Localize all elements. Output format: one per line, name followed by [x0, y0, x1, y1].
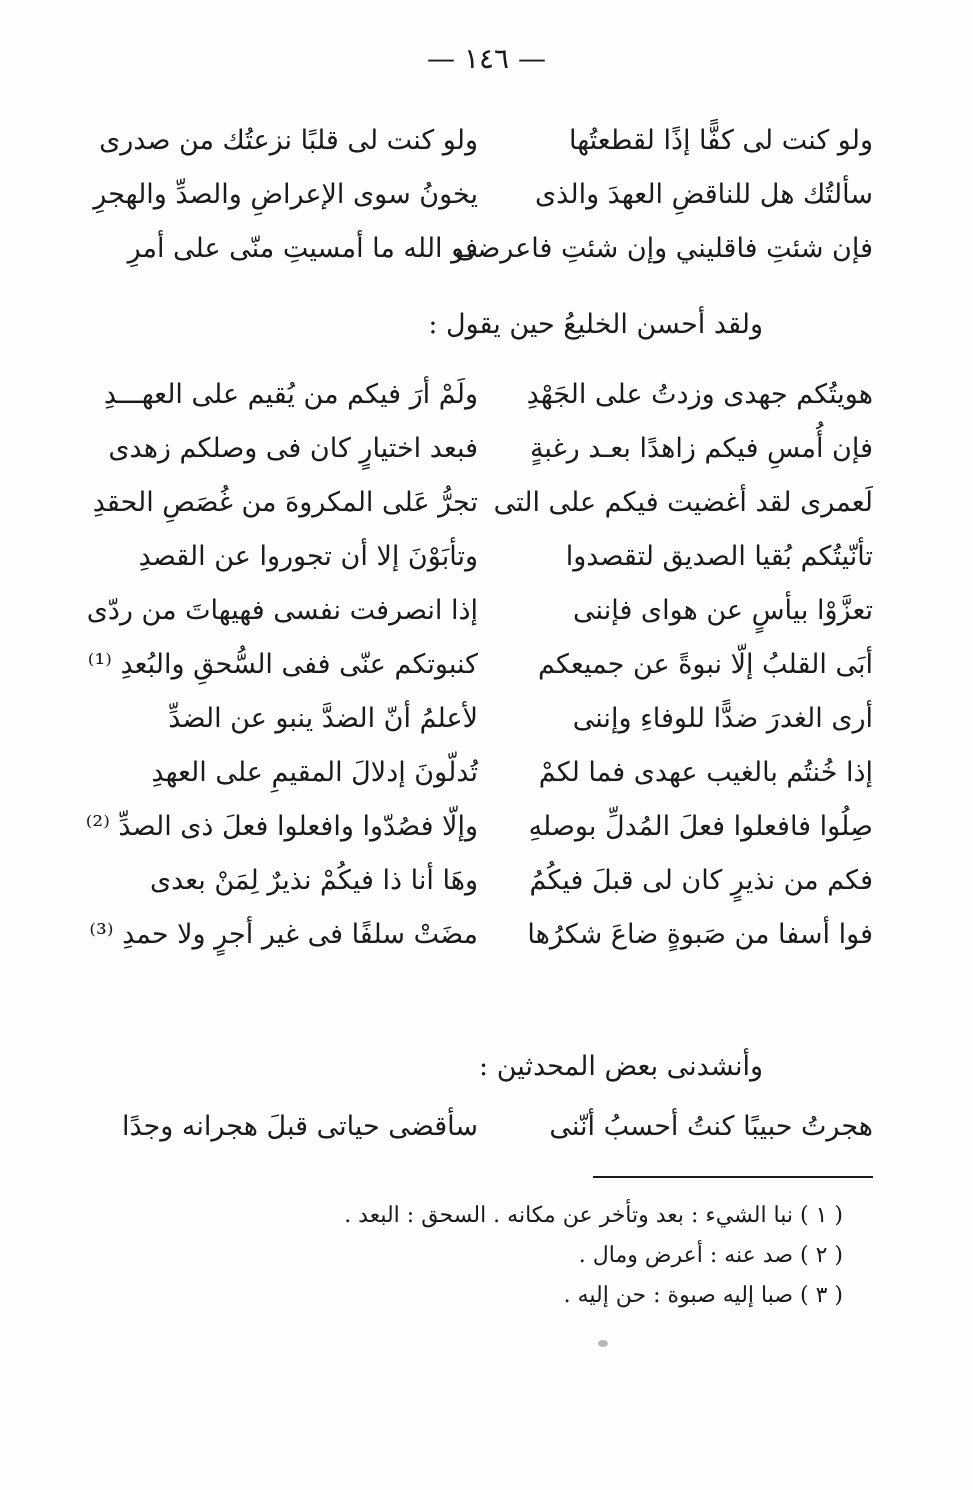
- verse-second-hemistich: فو الله ما أمسيتِ منّى على أمرِ: [127, 233, 478, 264]
- verse-second-hemistich: فبعد اختيارٍ كان فى وصلكم زهدى: [108, 433, 478, 464]
- intro-line: ولقد أحسن الخليعُ حين يقول :: [428, 309, 763, 340]
- verse-second-hemistich: وهَا أنا ذا فيكُمْ نذيرٌ لِمَنْ بعدى: [149, 865, 478, 896]
- verse-second-hemistich: مضَتْ سلفًا فى غير أجرٍ ولا حمدِ ⁽³⁾: [89, 919, 478, 950]
- verse-second-hemistich: وإلّا فصُدّوا وافعلوا فعلَ ذى الصدِّ ⁽²⁾: [85, 811, 478, 842]
- verse-first-hemistich: هويتُكم جهدى وزدتُ على الجَهْدِ: [526, 379, 873, 410]
- verse: [93, 168, 873, 222]
- verse-second-hemistich: وتأبَوْنَ إلا أن تجوروا عن القصدِ: [138, 541, 478, 572]
- verse-second-hemistich: تُدلّونَ إدلالَ المقيمِ على العهدِ: [151, 757, 478, 788]
- verse-first-hemistich: هجرتُ حبيبًا كنتُ أحسبُ أنّنى: [549, 1111, 873, 1142]
- verse-first-hemistich: أبَى القلبُ إلّا نبوةً عن جميعكم: [538, 649, 873, 680]
- verse: [89, 908, 873, 962]
- verse: [103, 368, 873, 422]
- page-number: — ١٤٦ —: [427, 42, 546, 75]
- verse: [133, 854, 873, 908]
- verse-first-hemistich: فإن شئتِ فاقليني وإن شئتِ فاعرضى: [454, 233, 873, 264]
- footnote: ( ١ ) نبا الشيء : بعد وتأخر عن مكانه . السحق : البعد .: [344, 1203, 843, 1228]
- verse: [127, 222, 873, 276]
- poem-block-1: [93, 114, 873, 276]
- footnote: ( ٣ ) صبا إليه صبوة : حن إليه .: [563, 1283, 843, 1308]
- footnote-divider: [593, 1176, 873, 1178]
- intro-line: وأنشدنى بعض المحدثين :: [479, 1051, 763, 1082]
- verse-second-hemistich: سأقضى حياتى قبلَ هجرانه وجدًا: [121, 1111, 478, 1142]
- verse-second-hemistich: ولَمْ أرَ فيكم من يُقيم على العهـــدِ: [103, 379, 478, 410]
- prose-intro-1: [133, 298, 873, 352]
- verse: [86, 584, 873, 638]
- verse-first-hemistich: صِلُوا فافعلوا فعلَ المُدلِّ بوصلهِ: [528, 811, 873, 842]
- footnote: ( ٢ ) صد عنه : أعرض ومال .: [578, 1243, 843, 1268]
- verse: [133, 692, 873, 746]
- verse: [108, 422, 873, 476]
- verse-second-hemistich: ولو كنت لى قلبًا نزعتُك من صدرى: [99, 125, 478, 156]
- verse: [133, 746, 873, 800]
- verse-first-hemistich: أرى الغدرَ ضدًّا للوفاءِ وإننى: [572, 703, 873, 734]
- verse-first-hemistich: فكم من نذيرٍ كان لى قبلَ فيكُمُ: [529, 865, 873, 896]
- poem-block-3: [121, 1100, 873, 1154]
- poem-block-2: [85, 368, 873, 962]
- verse-first-hemistich: ولو كنت لى كفًّا إذًا لقطعتُها: [568, 125, 873, 156]
- footnotes: [143, 1196, 843, 1316]
- verse: [121, 1100, 873, 1154]
- ink-speck: [598, 1340, 608, 1347]
- verse: [133, 530, 873, 584]
- verse: [99, 114, 873, 168]
- verse-second-hemistich: إذا انصرفت نفسى فهيهاتَ من ردّى: [86, 595, 478, 626]
- verse: [87, 638, 873, 692]
- prose-intro-2: [133, 1040, 873, 1094]
- verse: [85, 800, 873, 854]
- verse-first-hemistich: تأنّيتُكم بُقيا الصديق لتقصدوا: [565, 541, 873, 572]
- verse-first-hemistich: إذا خُنتُم بالغيب عهدى فما لكمْ: [538, 757, 873, 788]
- verse-first-hemistich: تعزَّوْا بيأسٍ عن هواى فإننى: [573, 595, 873, 626]
- verse-second-hemistich: يخونُ سوى الإعراضِ والصدِّ والهجرِ: [93, 179, 478, 210]
- verse-second-hemistich: لأعلمُ أنّ الضدَّ ينبو عن الضدِّ: [168, 703, 478, 734]
- verse-first-hemistich: سألتُك هل للناقضِ العهدَ والذى: [535, 179, 873, 210]
- verse-first-hemistich: فإن أُمسِ فيكم زاهدًا بعـد رغبةٍ: [529, 433, 873, 464]
- verse-second-hemistich: كنبوتكم عنّى ففى السُّحقِ والبُعدِ ⁽¹⁾: [87, 649, 478, 680]
- verse: [92, 476, 873, 530]
- verse-first-hemistich: فوا أسفا من صَبوةٍ ضاعَ شكرُها: [527, 919, 873, 950]
- verse-first-hemistich: لَعمرى لقد أغضيت فيكم على التى: [493, 487, 873, 518]
- verse-second-hemistich: تجرُّ عَلى المكروهَ من غُصَصِ الحقدِ: [92, 487, 478, 518]
